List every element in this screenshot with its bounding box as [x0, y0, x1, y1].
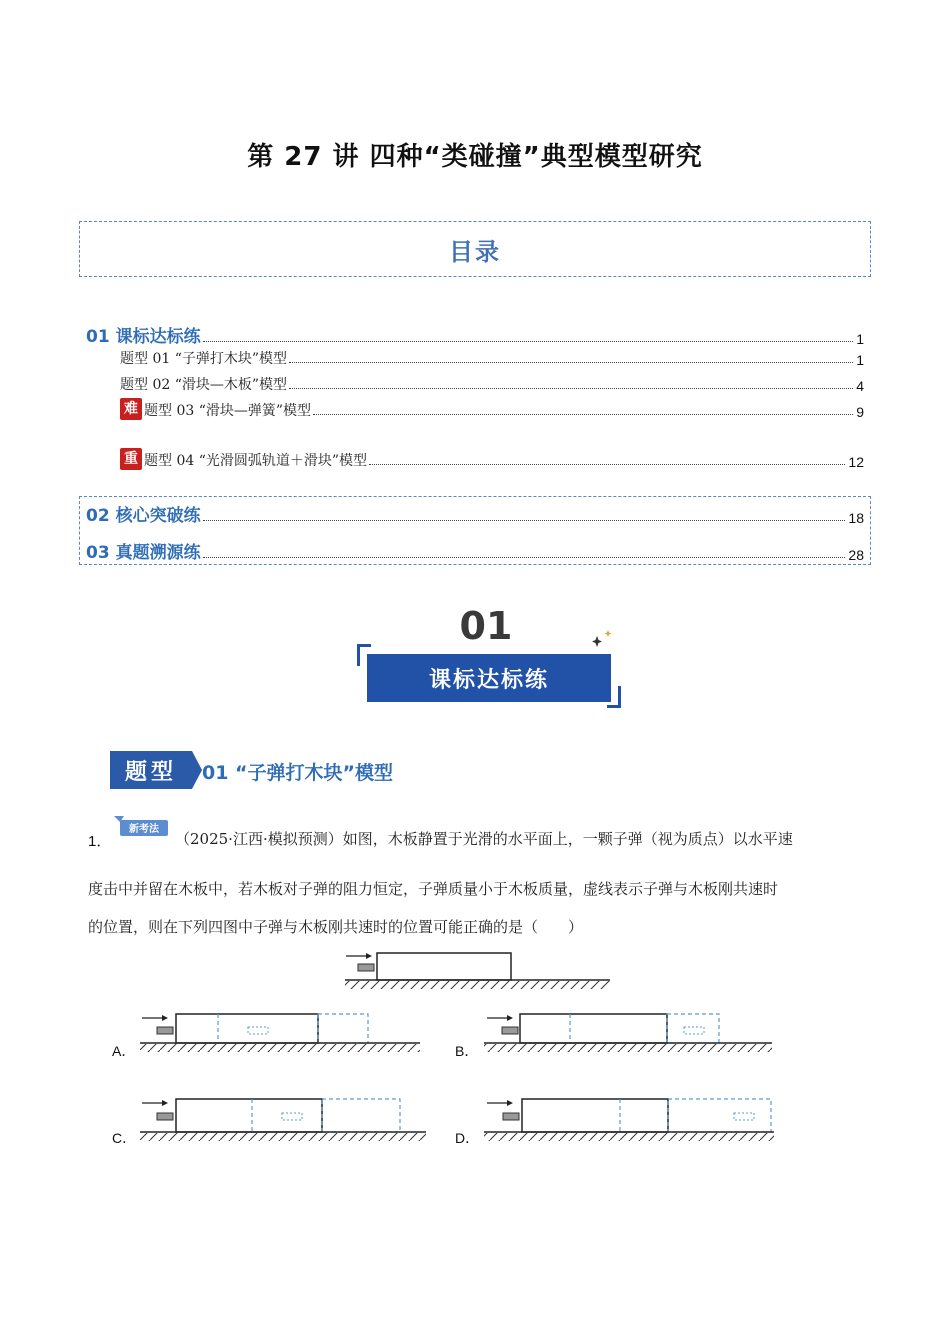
new-method-tag: 新考法 [129, 824, 159, 835]
option-b-label[interactable]: B． [455, 1043, 479, 1059]
toc-page-number: 1 [856, 331, 864, 347]
toc-entry-type-04[interactable] [120, 448, 864, 470]
toc-leader [289, 388, 853, 389]
option-b-figure [484, 1014, 772, 1052]
page-title: 第 27 讲 四种“类碰撞”典型模型研究 [247, 142, 703, 172]
reference-figure [345, 953, 610, 989]
toc-page-number: 18 [848, 510, 864, 526]
toc-page-number: 1 [856, 352, 864, 368]
toc-page-number: 12 [848, 454, 864, 470]
section-number: 01 [459, 604, 513, 648]
toc-entry-02[interactable] [86, 501, 864, 526]
toc-page-number: 4 [856, 378, 864, 394]
section-banner [355, 600, 625, 715]
question-type-badge [110, 751, 200, 789]
toc-entry-type-03[interactable] [120, 398, 864, 420]
toc-entry-type-02[interactable] [120, 374, 864, 394]
toc-entry-label: 02 核心突破练 [86, 506, 201, 526]
toc-entry-label: 题型 01 “子弹打木块”模型 [120, 351, 288, 367]
question-number: 1． [88, 833, 112, 850]
toc-leader [203, 557, 846, 558]
option-c-label[interactable]: C． [112, 1130, 137, 1146]
option-c-figure [140, 1099, 426, 1141]
toc-entry-01[interactable] [86, 322, 864, 347]
toc-leader [203, 341, 854, 342]
sparkle-icon [591, 628, 615, 650]
option-a-label[interactable]: A． [112, 1043, 136, 1059]
question-type-badge-text: 题型 [110, 751, 192, 789]
toc-heading-box [79, 221, 871, 277]
toc-entry-label: 题型 03 “滑块—弹簧”模型 [144, 403, 312, 419]
option-a-figure [140, 1014, 420, 1052]
badge-tail [192, 751, 202, 789]
toc-leader [313, 414, 853, 415]
toc-entry-label: 03 真题溯源练 [86, 543, 201, 563]
toc-leader [369, 464, 845, 465]
question-text-line-1: （2025·江西·模拟预测）如图，木板静置于光滑的水平面上，一颗子弹（视为质点）以水平速 [175, 830, 793, 848]
section-label: 课标达标练 [367, 654, 611, 702]
question-text-line-2: 度击中并留在木板中，若木板对子弹的阻力恒定，子弹质量小于木板质量，虚线表示子弹与木板刚共速时 [88, 880, 779, 898]
question-text-line-3: 的位置，则在下列四图中子弹与木板刚共速时的位置可能正确的是（ ） [88, 918, 584, 936]
new-method-badge-icon [112, 814, 170, 838]
option-d-figure [484, 1099, 774, 1141]
toc-leader [289, 362, 853, 363]
toc-page-number: 9 [856, 404, 864, 420]
question-type-label: 01 “子弹打木块”模型 [202, 762, 394, 784]
toc-entry-label: 01 课标达标练 [86, 327, 201, 347]
hard-badge-icon: 难 [120, 398, 142, 420]
toc-entry-03[interactable] [86, 538, 864, 563]
toc-entry-label: 题型 04 “光滑圆弧轨道＋滑块”模型 [144, 453, 368, 469]
toc-leader [203, 520, 846, 521]
toc-heading: 目录 [449, 237, 501, 266]
toc-page-number: 28 [848, 547, 864, 563]
toc-entry-label: 题型 02 “滑块—木板”模型 [120, 377, 288, 393]
option-d-label[interactable]: D． [455, 1130, 480, 1146]
key-badge-icon: 重 [120, 448, 142, 470]
toc-entry-type-01[interactable] [120, 348, 864, 368]
